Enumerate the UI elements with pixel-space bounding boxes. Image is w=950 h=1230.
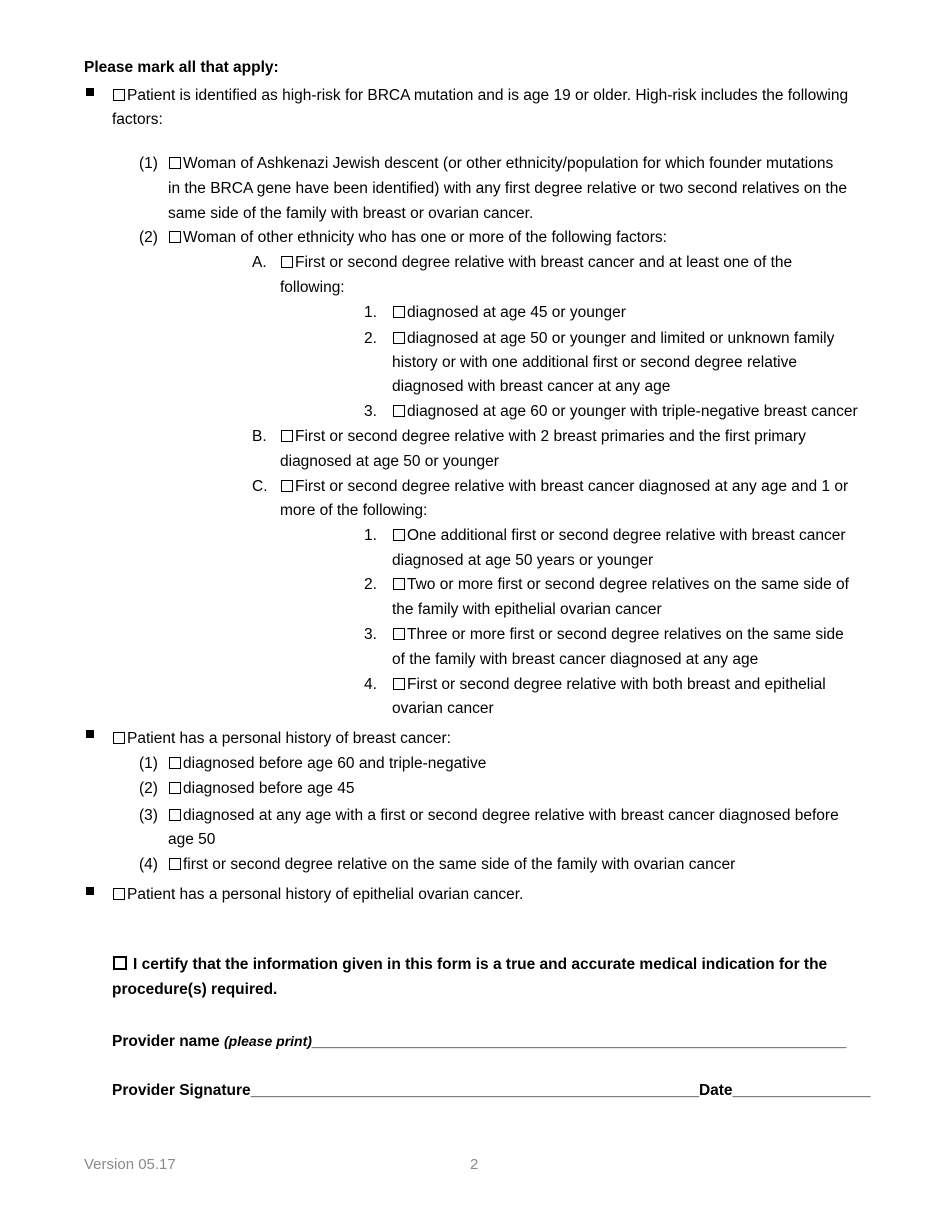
high-risk-option: Patient is identified as high-risk for BRCA mutation and is age 19 or older. High-risk includes the following <box>113 84 848 108</box>
certify-checkbox[interactable] <box>113 956 127 970</box>
item-number: (3) <box>139 807 158 824</box>
factor-a1-checkbox[interactable] <box>393 306 405 318</box>
factor-c1-text-cont: diagnosed at age 50 years or younger <box>392 552 654 569</box>
item-number: 1. <box>364 304 377 321</box>
page-number: 2 <box>470 1156 479 1173</box>
provider-signature-row <box>112 1079 871 1103</box>
factor-a-checkbox[interactable] <box>281 256 293 268</box>
item-number: 3. <box>364 403 377 420</box>
breast-cancer-history-option: Patient has a personal history of breast cancer: <box>113 727 451 751</box>
item-number: 1. <box>364 527 377 544</box>
factor-a2-checkbox[interactable] <box>393 332 405 344</box>
certify-text-cont: procedure(s) required. <box>112 981 278 998</box>
factor-c1-checkbox[interactable] <box>393 529 405 541</box>
provider-name-field[interactable]: ______________________________________________________________ <box>311 1033 847 1050</box>
history-2-option: diagnosed before age 45 <box>169 777 355 801</box>
history-3-checkbox[interactable] <box>169 809 181 821</box>
factor-b-checkbox[interactable] <box>281 430 293 442</box>
history-1-option: diagnosed before age 60 and triple-negative <box>169 752 486 776</box>
factor-c-text-cont: more of the following: <box>280 502 428 519</box>
certify-statement: I certify that the information given in this form is a true and accurate medical indication for the <box>113 953 827 977</box>
ovarian-cancer-history-option: Patient has a personal history of epithelial ovarian cancer. <box>113 883 523 907</box>
factor-a3-option: diagnosed at age 60 or younger with triple-negative breast cancer <box>393 400 858 424</box>
factor-a3-checkbox[interactable] <box>393 405 405 417</box>
history-4-option: first or second degree relative on the same side of the family with ovarian cancer <box>169 853 735 877</box>
history-2-checkbox[interactable] <box>169 782 181 794</box>
factor-c2-option: Two or more first or second degree relatives on the same side of <box>393 573 849 597</box>
high-risk-checkbox[interactable] <box>113 89 125 101</box>
item-letter: C. <box>252 478 268 495</box>
factor-b-text-cont: diagnosed at age 50 or younger <box>280 453 499 470</box>
factor-a1-option: diagnosed at age 45 or younger <box>393 301 626 325</box>
factor-a2-option: diagnosed at age 50 or younger and limited or unknown family <box>393 327 834 351</box>
provider-name-label: Provider name <box>112 1033 220 1050</box>
section-bullet-2 <box>86 730 94 738</box>
breast-cancer-history-checkbox[interactable] <box>113 732 125 744</box>
item-letter: A. <box>252 254 267 271</box>
item-number: (4) <box>139 856 158 873</box>
date-label: Date <box>698 1082 733 1099</box>
factor-c-option: First or second degree relative with breast cancer diagnosed at any age and 1 or <box>281 475 848 499</box>
item-number: (1) <box>139 155 158 172</box>
factor-c4-option: First or second degree relative with both breast and epithelial <box>393 673 826 697</box>
other-ethnicity-option: Woman of other ethnicity who has one or more of the following factors: <box>169 226 667 250</box>
item-number: (1) <box>139 755 158 772</box>
form-heading: Please mark all that apply: <box>84 59 279 76</box>
history-1-checkbox[interactable] <box>169 757 181 769</box>
ashkenazi-text-cont: same side of the family with breast or ovarian cancer. <box>168 205 534 222</box>
provider-name-hint: (please print) <box>224 1033 312 1049</box>
history-3-option: diagnosed at any age with a first or second degree relative with breast cancer diagnosed before <box>169 804 839 828</box>
item-number: (2) <box>139 780 158 797</box>
provider-name-row <box>112 1029 846 1054</box>
item-number: (2) <box>139 229 158 246</box>
item-number: 2. <box>364 330 377 347</box>
factor-c-checkbox[interactable] <box>281 480 293 492</box>
section-bullet-3 <box>86 887 94 895</box>
item-number: 4. <box>364 676 377 693</box>
factor-c3-option: Three or more first or second degree relatives on the same side <box>393 623 844 647</box>
provider-signature-field[interactable]: ____________________________________________________ <box>250 1082 699 1099</box>
factor-a2-text-cont: history or with one additional first or second degree relative <box>392 354 797 371</box>
factor-c4-text-cont: ovarian cancer <box>392 700 494 717</box>
factor-a-text-cont: following: <box>280 279 345 296</box>
factor-c3-checkbox[interactable] <box>393 628 405 640</box>
section-bullet-1 <box>86 88 94 96</box>
provider-signature-label: Provider Signature <box>112 1082 251 1099</box>
ovarian-cancer-history-checkbox[interactable] <box>113 888 125 900</box>
ashkenazi-text-cont: in the BRCA gene have been identified) with any first degree relative or two second relatives on the <box>168 180 847 197</box>
ashkenazi-option: Woman of Ashkenazi Jewish descent (or other ethnicity/population for which founder mutations <box>169 152 833 176</box>
factor-c2-checkbox[interactable] <box>393 578 405 590</box>
item-letter: B. <box>252 428 267 445</box>
factor-c4-checkbox[interactable] <box>393 678 405 690</box>
item-number: 2. <box>364 576 377 593</box>
version-label: Version 05.17 <box>84 1156 176 1173</box>
factor-b-option: First or second degree relative with 2 breast primaries and the first primary <box>281 425 806 449</box>
history-3-text-cont: age 50 <box>168 831 216 848</box>
ashkenazi-checkbox[interactable] <box>169 157 181 169</box>
factor-c1-option: One additional first or second degree relative with breast cancer <box>393 524 846 548</box>
factor-a2-text-cont: diagnosed with breast cancer at any age <box>392 378 671 395</box>
factor-c2-text-cont: the family with epithelial ovarian cancer <box>392 601 662 618</box>
factor-a-option: First or second degree relative with breast cancer and at least one of the <box>281 251 792 275</box>
other-ethnicity-checkbox[interactable] <box>169 231 181 243</box>
date-field[interactable]: ________________ <box>732 1082 871 1099</box>
item-number: 3. <box>364 626 377 643</box>
history-4-checkbox[interactable] <box>169 858 181 870</box>
high-risk-text-cont: factors: <box>112 111 163 128</box>
factor-c3-text-cont: of the family with breast cancer diagnosed at any age <box>392 651 759 668</box>
